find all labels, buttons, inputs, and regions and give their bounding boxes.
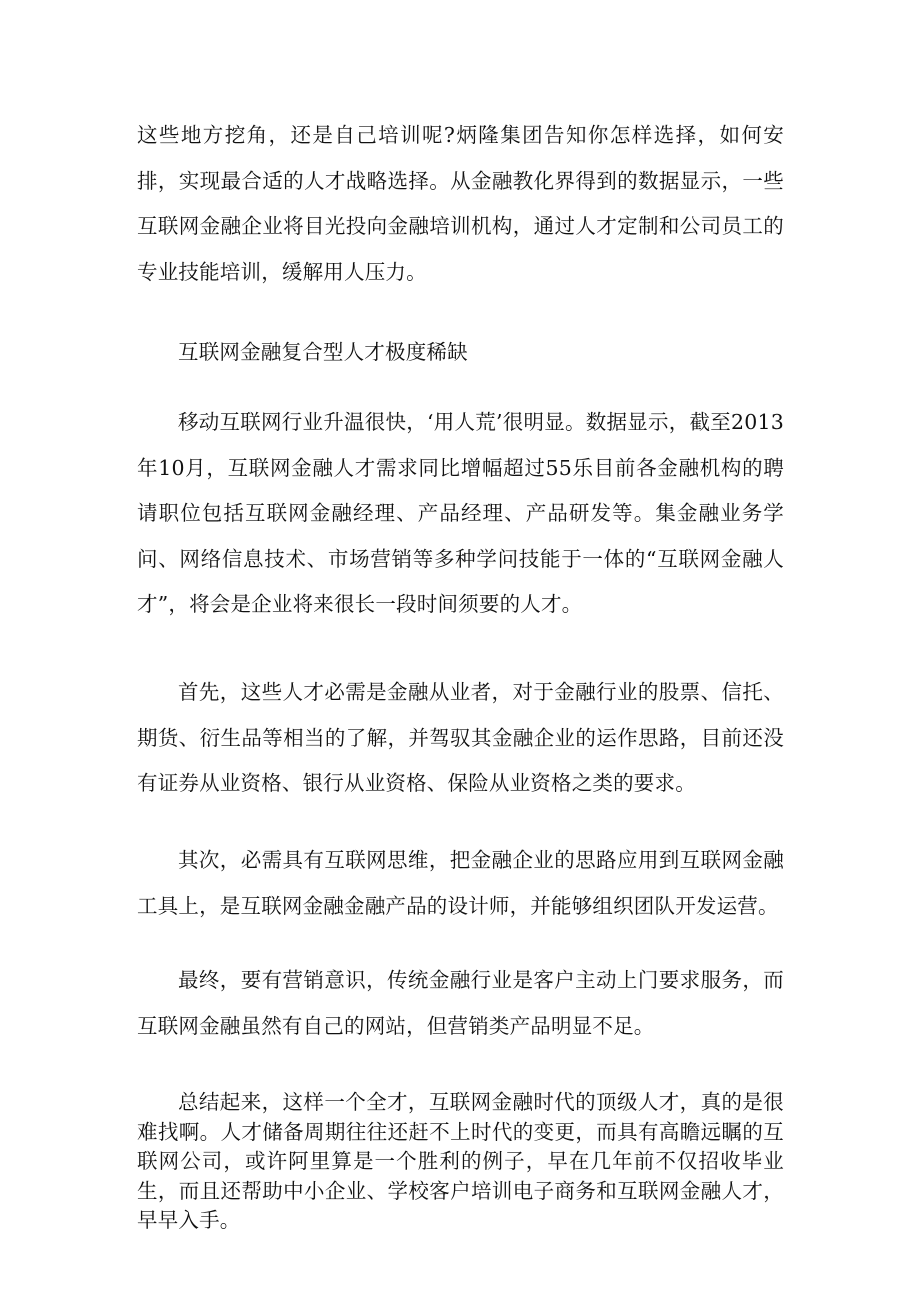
paragraph-second: 其次，必需具有互联网思维，把金融企业的思路应用到互联网金融工具上，是互联网金融金融产品的设计师，并能够组织团队开发运营。 [137,848,784,918]
paragraph-intro: 这些地方挖角，还是自己培训呢?炳隆集团告知你怎样选择，如何安排，实现最合适的人才战略选择。从金融教化界得到的数据显示，一些互联网金融企业将目光投向金融培训机构，通过人才定制和公司员工的专业技能培训，缓解用人压力。 [137,123,784,284]
paragraph-first: 首先，这些人才必需是金融从业者，对于金融行业的股票、信托、期货、衍生品等相当的了解，并驾驭其金融企业的运作思路，目前还没有证券从业资格、银行从业资格、保险从业资格之类的要求。 [137,680,784,795]
paragraph-summary: 总结起来，这样一个全才，互联网金融时代的顶级人才，真的是很难找啊。人才储备周期往往还赶不上时代的变更，而具有高瞻远瞩的互联网公司，或许阿里算是一个胜利的例子，早在几年前不仅招收毕业生，而且还帮助中小企业、学校客户培训电子商务和互联网金融人才，早早入手。 [137,1090,784,1232]
paragraph-third: 最终，要有营销意识，传统金融行业是客户主动上门要求服务，而互联网金融虽然有自己的网站，但营销类产品明显不足。 [137,968,784,1038]
paragraph-talent-demand: 移动互联网行业升温很快，‘用人荒’很明显。数据显示，截至2013年10月，互联网金融人才需求同比增幅超过55乐目前各金融机构的聘请职位包括互联网金融经理、产品经理、产品研发等。集金融业务学问、网络信息技术、市场营销等多种学问技能于一体的“互联网金融人才”，将会是企业将来很长一段时间须要的人才。 [137,410,784,616]
section-heading: 互联网金融复合型人才极度稀缺 [178,340,468,364]
